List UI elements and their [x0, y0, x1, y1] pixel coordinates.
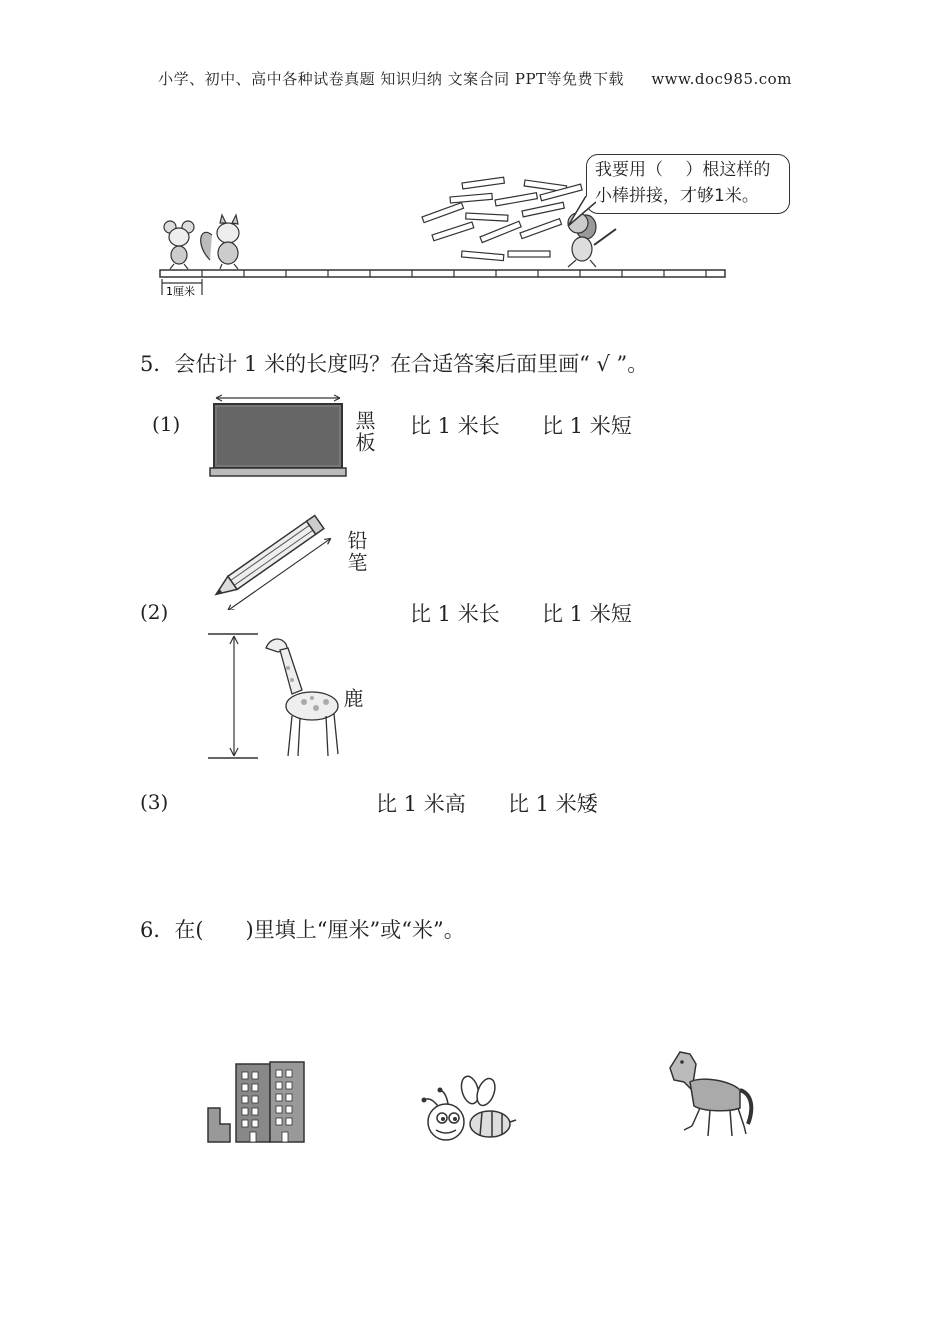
q5-item-2-option-longer[interactable]: 比 1 米长 — [410, 602, 500, 626]
speech-bubble — [586, 154, 790, 214]
question-5-title: 5．会估计 1 米的长度吗？在合适答案后面里画“ √ ”。 — [140, 352, 649, 376]
bubble-line-2: 小棒拼接，才够1米。 — [595, 186, 759, 206]
q5-item-2-number: (2) — [140, 600, 169, 624]
q5-item-3-number: (3) — [140, 790, 169, 814]
sticks-pile — [422, 177, 582, 260]
q5-item-3-object: 鹿 — [340, 688, 364, 710]
building-icon — [206, 1058, 310, 1146]
q5-item-2-option-shorter[interactable]: 比 1 米短 — [542, 602, 632, 626]
bee-icon — [412, 1074, 518, 1146]
q5-item-1-object: 黑板 — [352, 410, 376, 454]
q5-item-3-option-shorter[interactable]: 比 1 米矮 — [508, 792, 598, 816]
giraffe-icon — [204, 628, 344, 764]
q5-item-2-object: 铅笔 — [344, 530, 368, 574]
question-6-title: 6．在( )里填上“厘米”或“米”。 — [140, 918, 465, 942]
mouse-icon — [164, 221, 194, 269]
header-url: www.doc985.com — [651, 70, 792, 88]
pencil-icon — [204, 500, 344, 610]
blackboard-icon — [208, 392, 348, 482]
header-text: 小学、初中、高中各种试卷真题 知识归纳 文案合同 PPT等免费下载 — [158, 70, 625, 88]
q5-item-3-option-taller[interactable]: 比 1 米高 — [376, 792, 466, 816]
q5-item-1-option-shorter[interactable]: 比 1 米短 — [542, 414, 632, 438]
ruler-bar — [160, 270, 725, 277]
unit-label: 1厘米 — [166, 285, 195, 298]
q5-item-1-option-longer[interactable]: 比 1 米长 — [410, 414, 500, 438]
bubble-line-1: 我要用（ ）根这样的 — [595, 160, 771, 180]
bubble-tail — [566, 196, 596, 228]
q5-item-1-number: (1) — [152, 412, 181, 436]
page-header — [0, 68, 950, 89]
horse-icon — [660, 1046, 760, 1142]
squirrel-icon — [201, 215, 239, 269]
